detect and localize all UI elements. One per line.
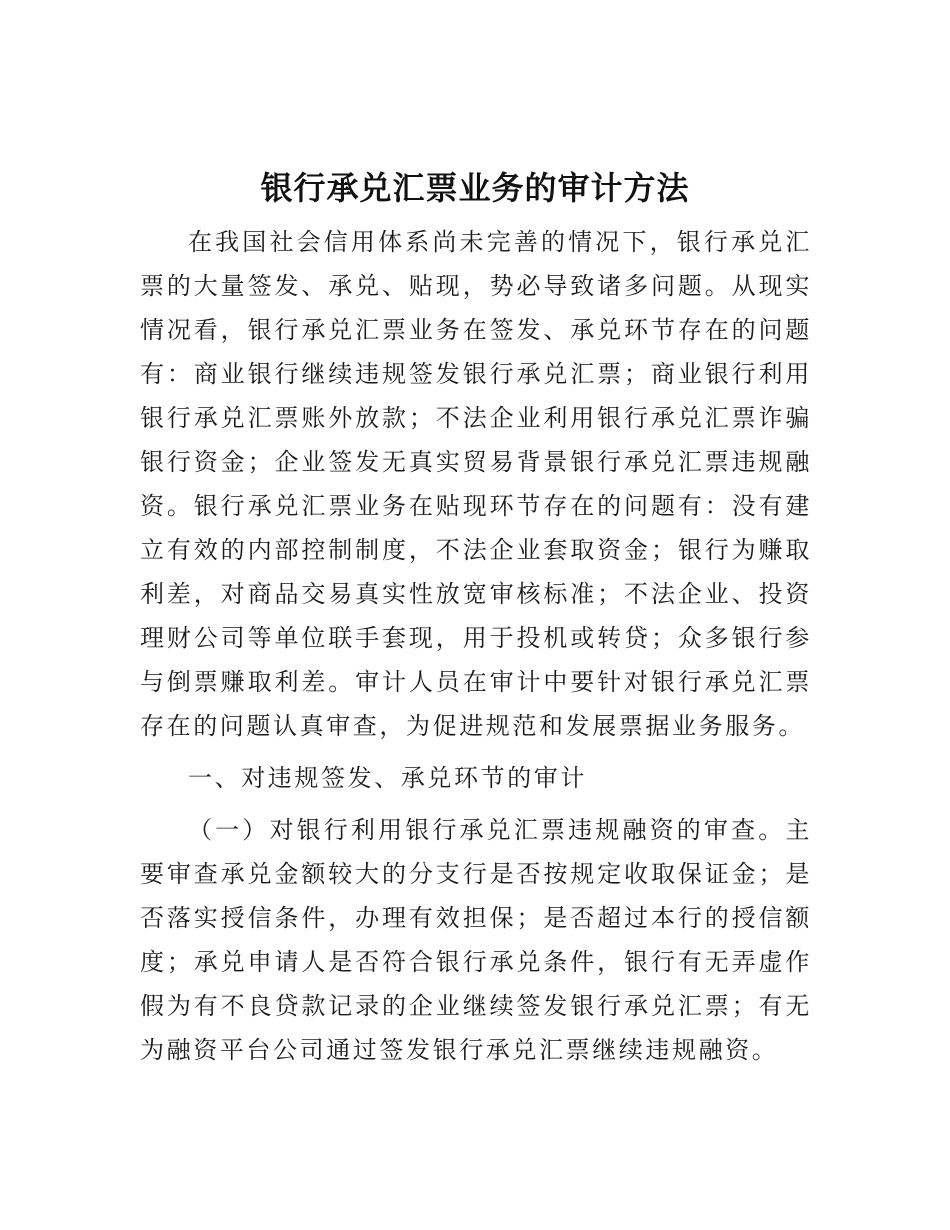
section-heading-1: 一、对违规签发、承兑环节的审计 (188, 764, 587, 792)
document-body (140, 220, 812, 1072)
intro-paragraph: 在我国社会信用体系尚未完善的情况下，银行承兑汇票的大量签发、承兑、贴现，势必导致诸多问题。从现实情况看，银行承兑汇票业务在签发、承兑环节存在的问题有：商业银行继续违规签发银行承兑汇票；商业银行利用银行承兑汇票账外放款；不法企业利用银行承兑汇票诈骗银行资金；企业签发无真实贸易背景银行承兑汇票违规融资。银行承兑汇票业务在贴现环节存在的问题有：没有建立有效的内部控制制度，不法企业套取资金；银行为赚取利差，对商品交易真实性放宽审核标准；不法企业、投资理财公司等单位联手套现，用于投机或转贷；众多银行参与倒票赚取利差。审计人员在审计中要针对银行承兑汇票存在的问题认真审查，为促进规范和发展票据业务服务。 (140, 228, 812, 740)
document-title: 银行承兑汇票业务的审计方法 (260, 169, 690, 207)
section-1-subsection-1-paragraph: （一）对银行利用银行承兑汇票违规融资的审查。主要审查承兑金额较大的分支行是否按规定收取保证金；是否落实授信条件，办理有效担保；是否超过本行的授信额度；承兑申请人是否符合银行承兑条件，银行有无弄虚作假为有不良贷款记录的企业继续签发银行承兑汇票；有无为融资平台公司通过签发银行承兑汇票继续违规融资。 (140, 816, 812, 1064)
